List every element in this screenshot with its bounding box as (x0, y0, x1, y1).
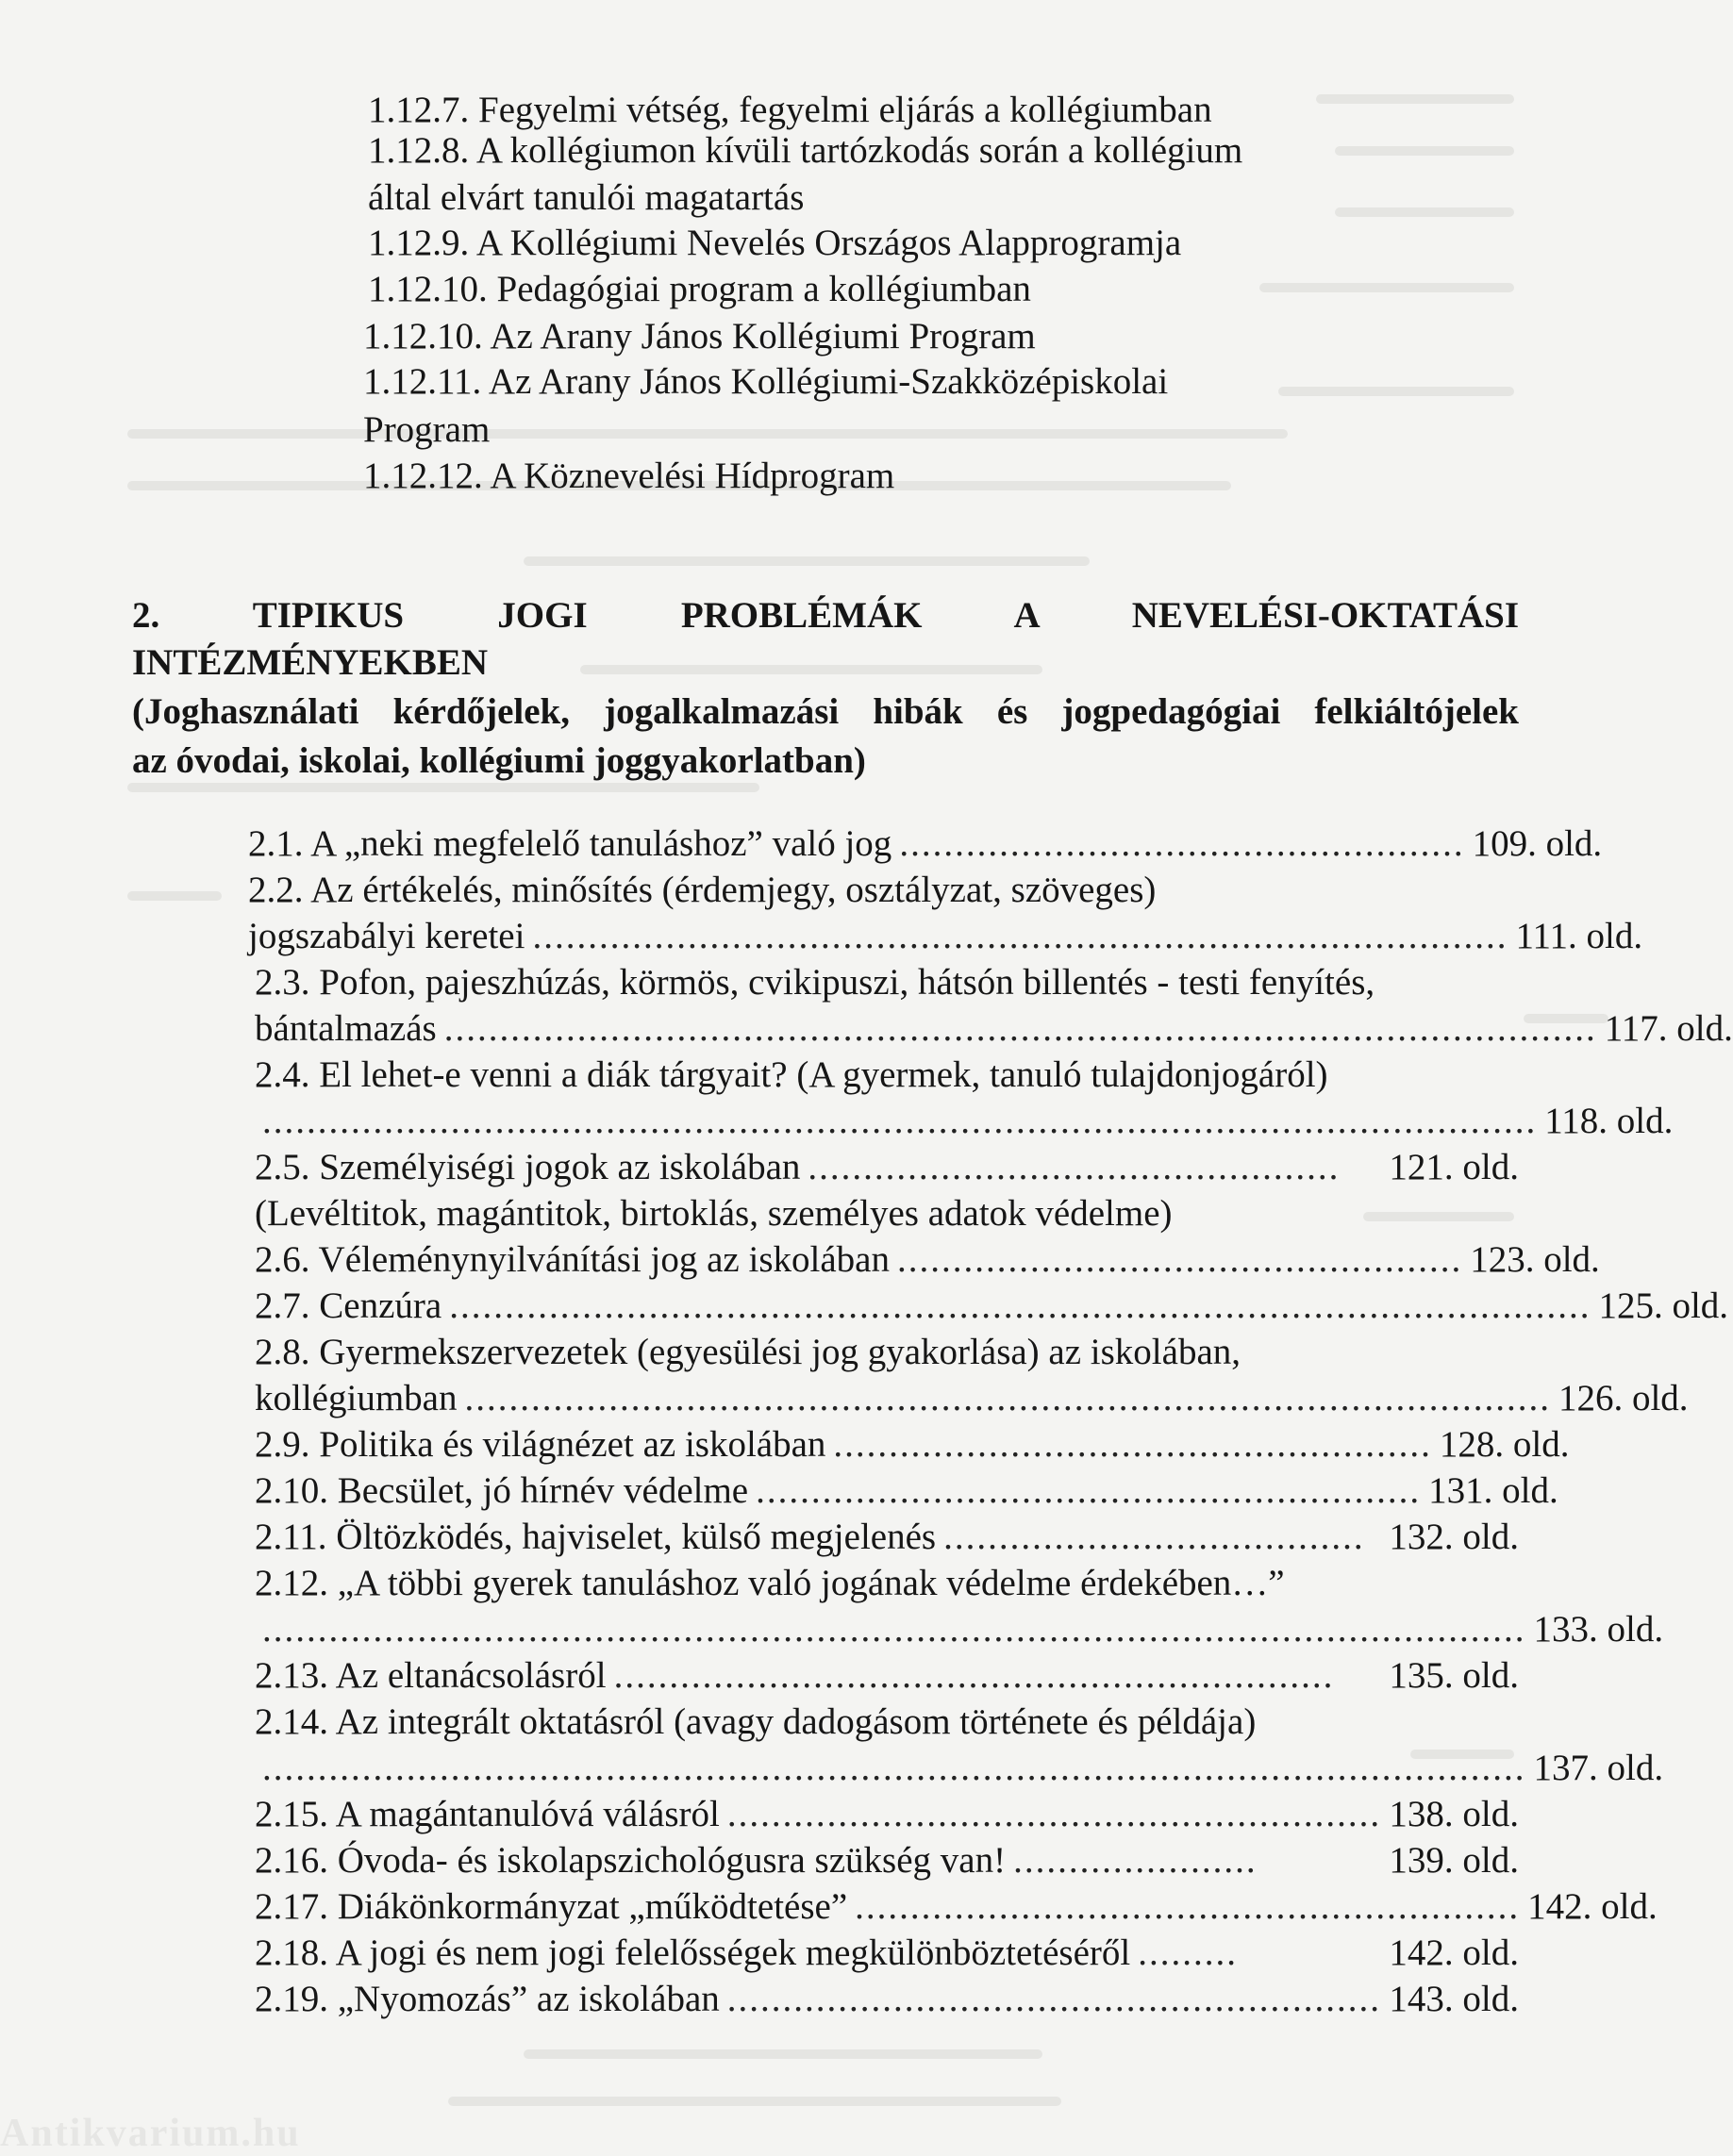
toc-entry[interactable]: 2.1. A „neki megfelelő tanuláshoz” való jog ................................................... 109. old. (248, 823, 1603, 864)
toc-entry[interactable]: 2.10. Becsület, jó hírnév védelme ............................................................ 131. old. (255, 1470, 1558, 1511)
chapter-heading (132, 592, 1519, 785)
toc-entry[interactable]: 2.15. A magántanulóvá válásról ........................................................... 138. old. (255, 1794, 1519, 1834)
toc-entry[interactable]: 2.2. Az értékelés, minősítés (érdemjegy, osztályzat, szöveges) jogszabályi keretei ........................................................................................ 111. old. (248, 870, 1643, 956)
chapter-title: 2. TIPIKUS JOGI PROBLÉMÁK A NEVELÉSI-OKTATÁSI (132, 595, 1520, 636)
subsection-line: 1.12.10. Pedagógiai program a kollégiumban (368, 269, 1031, 309)
toc-entry[interactable]: 2.7. Cenzúra ....................................................................................................... 125. old. (255, 1285, 1729, 1326)
subsection-line: 1.12.8. A kollégiumon kívüli tartózkodás során a kollégium (368, 130, 1243, 171)
subsection-line: 1.12.10. Az Arany János Kollégiumi Program (363, 316, 1036, 357)
subsection-line: 1.12.12. A Köznevelési Hídprogram (363, 456, 895, 496)
toc-entry[interactable]: 2.12. „A többi gyerek tanuláshoz való jogának védelme érdekében…” .................................................................................................................. 133. old. (255, 1563, 1664, 1650)
toc-entry[interactable]: 2.18. A jogi és nem jogi felelősségek megkülönböztetéséről ......... 142. old. (255, 1932, 1519, 1973)
toc-entry[interactable]: 2.16. Óvoda- és iskolapszichológusra szükség van! ...................... 139. old. (255, 1840, 1519, 1881)
subsection-line: 1.12.11. Az Arany János Kollégiumi-Szakközépiskolai (363, 361, 1169, 402)
watermark: Antikvarium.hu (0, 2112, 301, 2155)
subsection-line: Program (363, 409, 491, 450)
toc-entry[interactable]: 2.11. Öltözködés, hajviselet, külső megjelenés ...................................... 132. old. (255, 1517, 1519, 1557)
toc-entry[interactable]: 2.3. Pofon, pajeszhúzás, körmös, cvikipuszi, hátsón billentés - testi fenyítés, bántalmazás ........................................................................................................ 117. old. (255, 962, 1733, 1049)
toc-entry[interactable]: 2.13. Az eltanácsolásról ................................................................. 135. old. (255, 1655, 1519, 1696)
toc-entry[interactable]: 2.4. El lehet-e venni a diák tárgyait? (A gyermek, tanuló tulajdonjogáról) ................................................................................................................... 118. old. (255, 1054, 1674, 1141)
toc-entry[interactable]: 2.14. Az integrált oktatásról (avagy dadogásom története és példája) .................................................................................................................. 137. old. (255, 1701, 1664, 1788)
toc-entry[interactable]: 2.6. Véleménynyilvánítási jog az iskolában ................................................... 123. old. (255, 1239, 1600, 1280)
toc-entry[interactable]: 2.5. Személyiségi jogok az iskolában ................................................ 121. old. (Levéltitok, magántitok, birtoklás, személyes adatok védelme) (255, 1147, 1519, 1234)
toc-entry[interactable]: 2.8. Gyermekszervezetek (egyesülési jog gyakorlása) az iskolában, kollégiumban .................................................................................................. 126. old. (255, 1332, 1689, 1418)
table-of-contents (248, 821, 1733, 2022)
subsection-line: 1.12.9. A Kollégiumi Nevelés Országos Alapprogramja (368, 223, 1182, 263)
toc-entry[interactable]: 2.9. Politika és világnézet az iskolában ...................................................... 128. old. (255, 1424, 1570, 1465)
toc-entry[interactable]: 2.17. Diákönkormányzat „működtetése” ............................................................ 142. old. (255, 1886, 1658, 1927)
chapter-title-line2: INTÉZMÉNYEKBEN (132, 642, 489, 683)
chapter-subtitle-line2: az óvodai, iskolai, kollégiumi joggyakorlatban) (132, 740, 866, 781)
chapter-subtitle: (Joghasználati kérdőjelek, jogalkalmazási hibák és jogpedagógiai felkiáltójelek (132, 691, 1519, 732)
subsection-line: által elvárt tanulói magatartás (368, 177, 805, 218)
subsection-line: 1.12.7. Fegyelmi vétség, fegyelmi eljárás a kollégiumban (368, 90, 1212, 130)
toc-entry[interactable]: 2.19. „Nyomozás” az iskolában ........................................................... 143. old. (255, 1979, 1519, 2019)
